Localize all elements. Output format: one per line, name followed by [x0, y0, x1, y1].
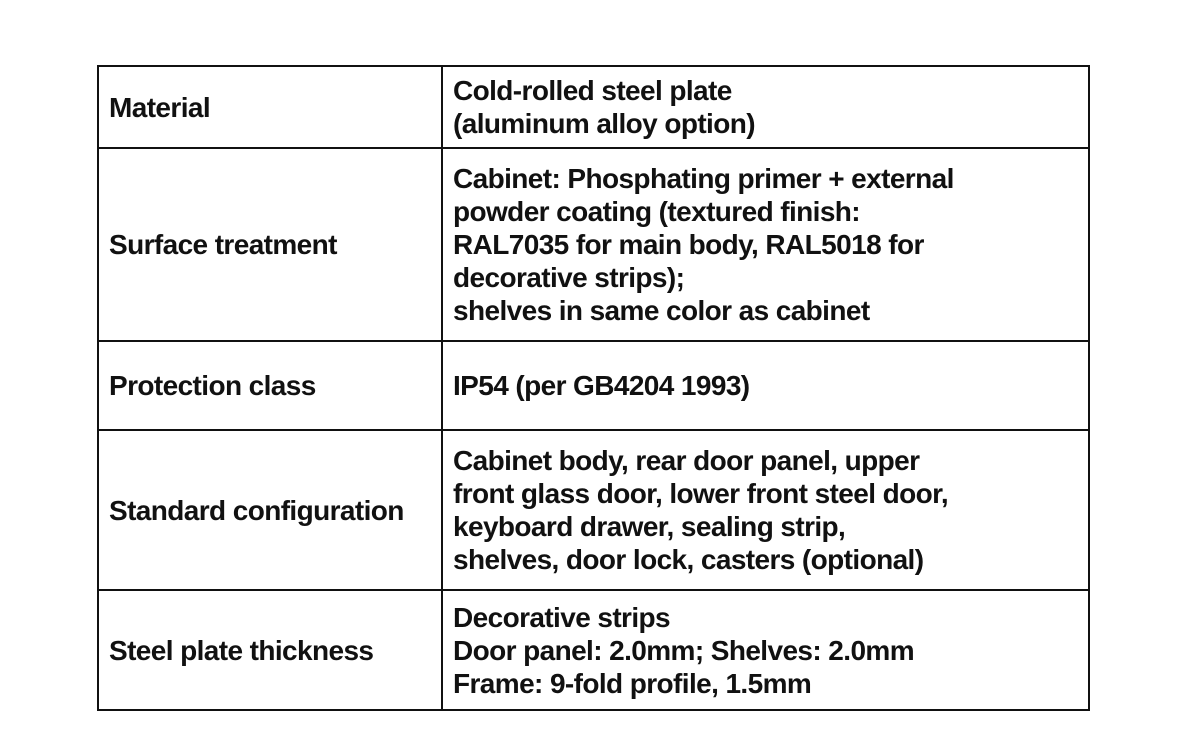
- spec-value-line: IP54 (per GB4204 1993): [453, 370, 750, 401]
- spec-value-line: Cold-rolled steel plate: [453, 75, 732, 106]
- cropped-text-fragment: [905, 0, 1035, 2]
- specification-table: [97, 65, 1090, 711]
- spec-value-line: shelves in same color as cabinet: [453, 295, 870, 326]
- spec-label: Steel plate thickness: [98, 590, 442, 710]
- spec-row-standard-configuration: [98, 430, 1089, 590]
- spec-value-line: powder coating (textured finish:: [453, 196, 861, 227]
- spec-value-line: Cabinet body, rear door panel, upper: [453, 445, 920, 476]
- spec-value-line: Decorative strips: [453, 601, 671, 633]
- spec-label: Standard configuration: [98, 430, 442, 590]
- spec-value-line: Cabinet: Phosphating primer + external: [453, 163, 954, 194]
- spec-label: Surface treatment: [98, 148, 442, 341]
- spec-value: [442, 148, 1089, 341]
- spec-value-line: decorative strips);: [453, 262, 685, 293]
- spec-row-steel-plate-thickness: [98, 590, 1089, 710]
- spec-value: [442, 66, 1089, 148]
- spec-label: Material: [98, 66, 442, 148]
- spec-value: [442, 590, 1089, 710]
- spec-value-line: keyboard drawer, sealing strip,: [453, 511, 846, 542]
- spec-value: [442, 430, 1089, 590]
- spec-value-line: front glass door, lower front steel door,: [453, 478, 949, 509]
- spec-value-line: (aluminum alloy option): [453, 108, 755, 139]
- spec-row-surface-treatment: [98, 148, 1089, 341]
- spec-row-material: [98, 66, 1089, 148]
- spec-label: Protection class: [98, 341, 442, 430]
- spec-value-line: Door panel: 2.0mm; Shelves: 2.0mm: [453, 634, 915, 666]
- spec-value: [442, 341, 1089, 430]
- spec-value-line: RAL7035 for main body, RAL5018 for: [453, 229, 924, 260]
- spec-row-protection-class: [98, 341, 1089, 430]
- spec-value-line: Frame: 9-fold profile, 1.5mm: [453, 667, 812, 699]
- spec-value-line: shelves, door lock, casters (optional): [453, 544, 924, 575]
